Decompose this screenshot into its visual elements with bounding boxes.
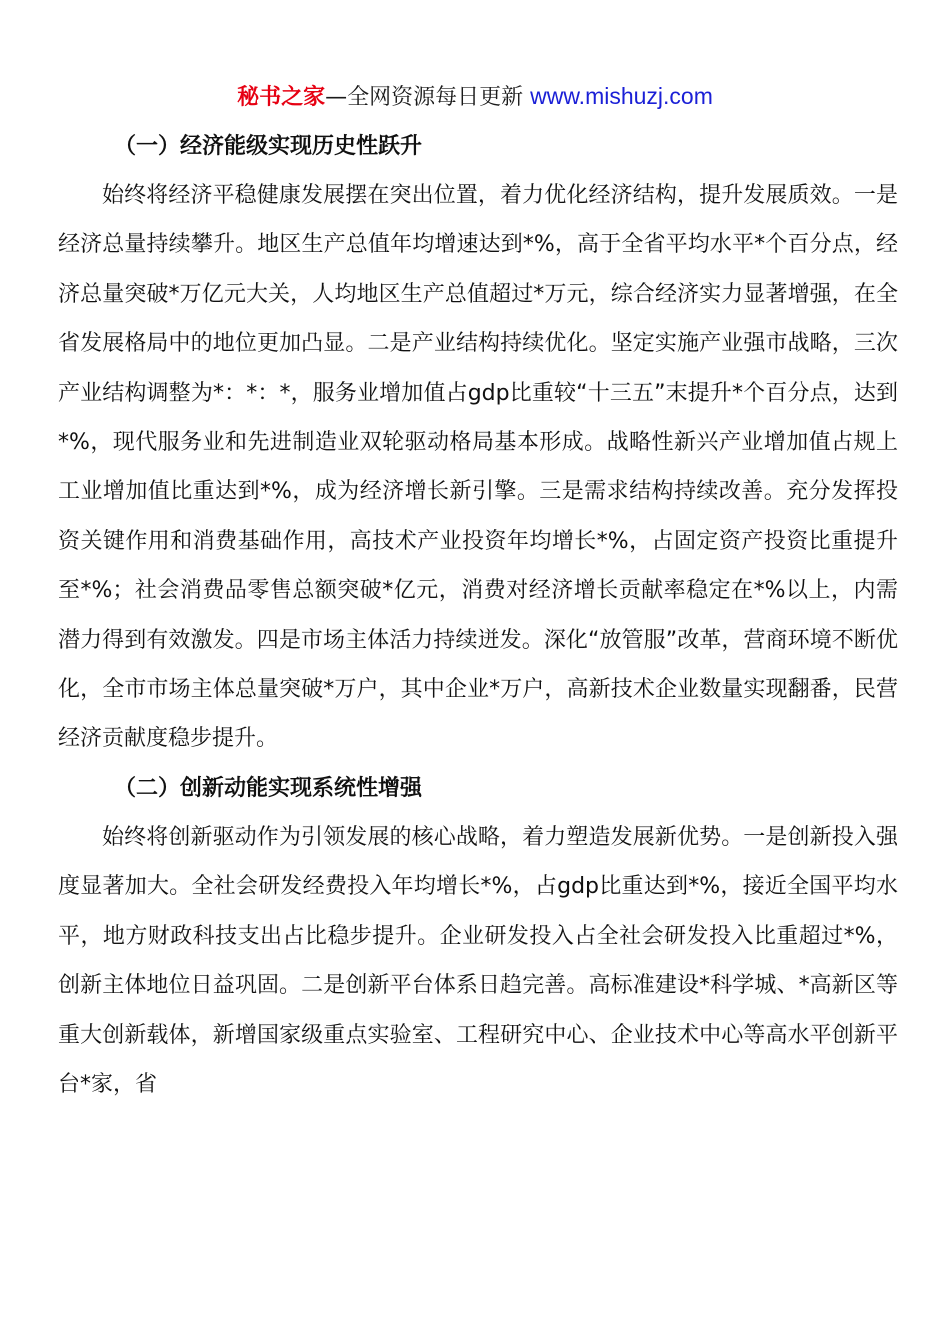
document-body [58,122,898,1109]
site-brand: 秘书之家 [237,85,326,110]
section-paragraph-1: 始终将经济平稳健康发展摆在突出位置，着力优化经济结构，提升发展质效。一是经济总量持续攀升。地区生产总值年均增速达到*%，高于全省平均水平*个百分点，经济总量突破*万亿元大关，人均地区生产总值超过*万元，综合经济实力显著增强，在全省发展格局中的地位更加凸显。二是产业结构持续优化。坚定实施产业强市战略，三次产业结构调整为*：*：*，服务业增加值占gdp比重较“十三五”末提升*个百分点，达到*%，现代服务业和先进制造业双轮驱动格局基本形成。战略性新兴产业增加值占规上工业增加值比重达到*%，成为经济增长新引擎。三是需求结构持续改善。充分发挥投资关键作用和消费基础作用，高技术产业投资年均增长*%，占固定资产投资比重提升至*%；社会消费品零售总额突破*亿元，消费对经济增长贡献率稳定在*%以上，内需潜力得到有效激发。四是市场主体活力持续迸发。深化“放管服”改革，营商环境不断优化，全市市场主体总量突破*万户，其中企业*万户，高新技术企业数量实现翻番，民营经济贡献度稳步提升。 [58,183,898,752]
site-tagline: —全网资源每日更新 [325,85,531,110]
section-paragraph-2: 始终将创新驱动作为引领发展的核心战略，着力塑造发展新优势。一是创新投入强度显著加大。全社会研发经费投入年均增长*%，占gdp比重达到*%，接近全国平均水平，地方财政科技支出占比稳步提升。企业研发投入占全社会研发投入比重超过*%，创新主体地位日益巩固。二是创新平台体系日趋完善。高标准建设*科学城、*高新区等重大创新载体，新增国家级重点实验室、工程研究中心、企业技术中心等高水平创新平台*家，省 [58,824,898,1097]
section-heading-2: （二）创新动能实现系统性增强 [114,775,423,801]
site-header [0,80,950,114]
site-url-link[interactable]: www.mishuzj.com [530,83,713,109]
section-heading-1: （一）经济能级实现历史性跃升 [114,134,423,159]
